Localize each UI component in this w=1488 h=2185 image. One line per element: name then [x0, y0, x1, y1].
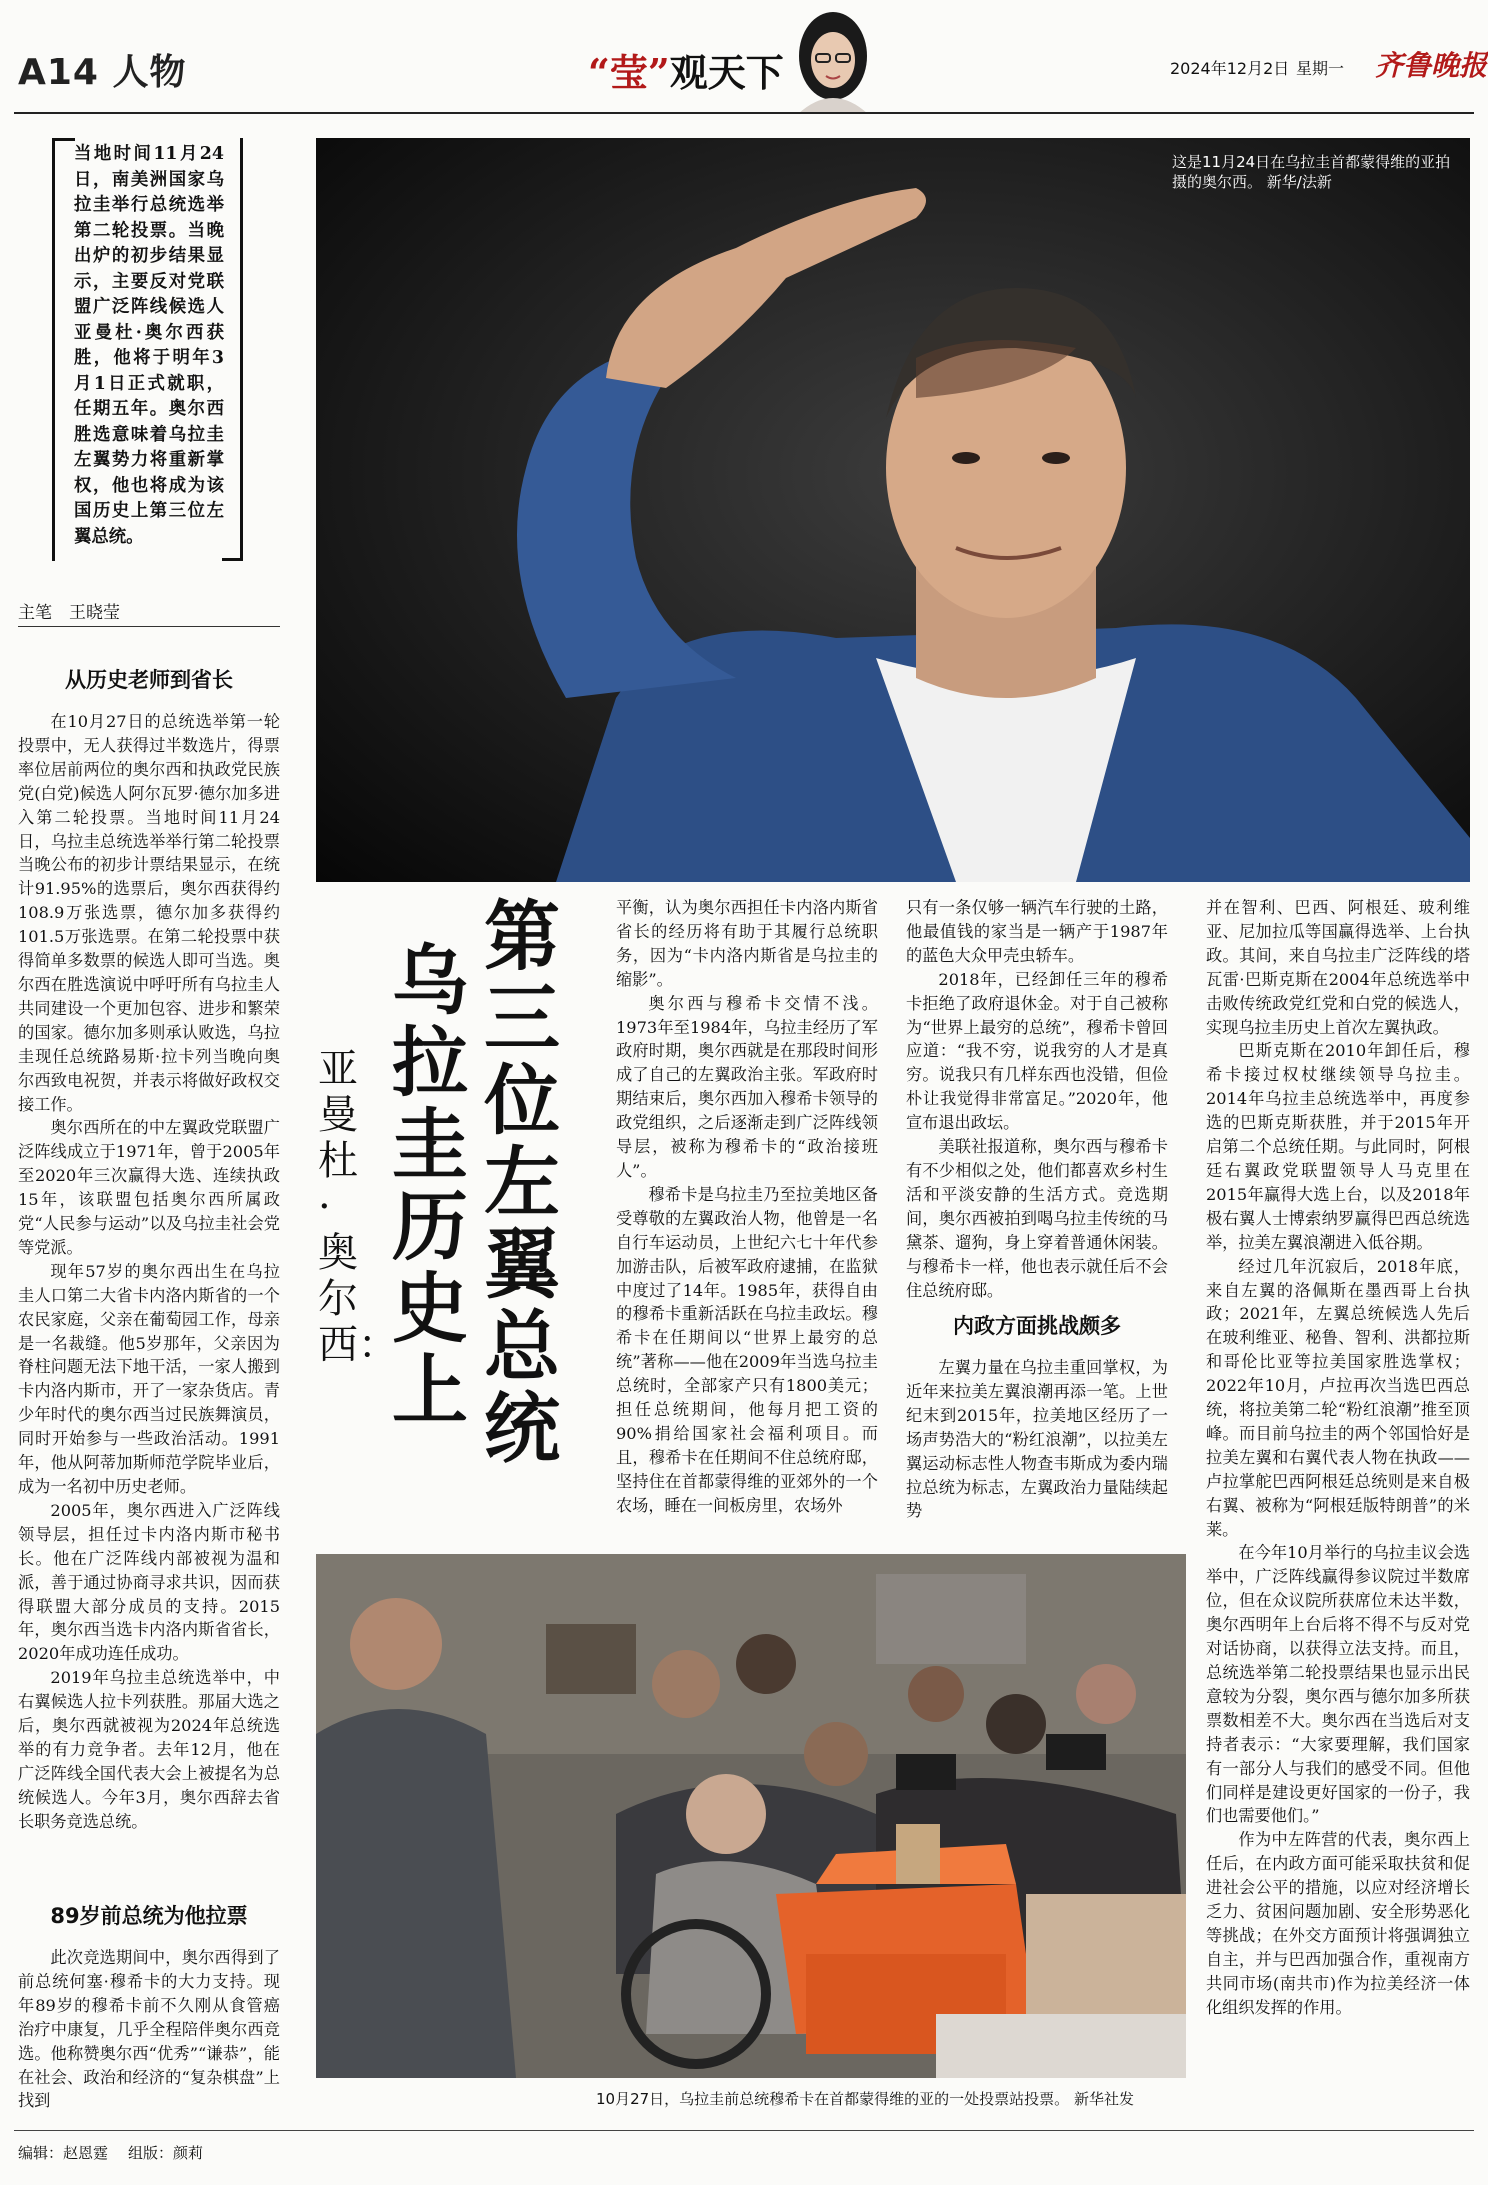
- voting-photo: [316, 1554, 1186, 2078]
- page-label: A14 人物: [18, 52, 187, 93]
- paragraph: 只有一条仅够一辆汽车行驶的土路，他最值钱的家当是一辆产于1987年的蓝色大众甲壳虫轿车。: [906, 898, 1168, 965]
- chief-editor: 主笔 王晓莹: [18, 603, 120, 623]
- section-heading-former-president: 89岁前总统为他拉票: [50, 1904, 248, 1928]
- paragraph: 此次竞选期间中，奥尔西得到了前总统何塞·穆希卡的大力支持。现年89岁的穆希卡前不久刚从食管癌治疗中康复，几乎全程陪伴奥尔西竞选。他称赞奥尔西“优秀”“谦恭”，能在社会、政治和经济的“复杂棋盘”上找到: [18, 1948, 280, 2111]
- paragraph: 在今年10月举行的乌拉圭议会选举中，广泛阵线赢得参议院过半数席位，但在众议院所获席位未达半数，奥尔西明年上台后将不得不与反对党对话协商，以获得立法支持。而且，总统选举第二轮投票结果也显示出民意较为分裂，奥尔西与德尔加多所获票数相差不大。奥尔西在当选后对支持者表示：“大家要理解，我们国家有一部分人与我们的感受不同。但他们同样是建设更好国家的一份子，我们也需要他们。”: [1206, 1543, 1470, 1826]
- paragraph: 经过几年沉寂后，2018年底，来自左翼的洛佩斯在墨西哥上台执政；2021年，左翼总统候选人先后在玻利维亚、秘鲁、智利、洪都拉斯和哥伦比亚等拉美国家胜选掌权；2022年10月，卢拉再次当选巴西总统，将拉美第二轮“粉红浪潮”推至顶峰。而目前乌拉圭的两个邻国恰好是拉美左翼和右翼代表人物在执政——卢拉掌舵巴西阿根廷总统则是来自极右翼、被称为“阿根廷版特朗普”的米莱。: [1206, 1256, 1470, 1539]
- header-divider: [14, 112, 1474, 114]
- section-heading-domestic-challenges: 内政方面挑战颇多: [953, 1314, 1121, 1338]
- article-column-3b: [906, 1356, 1168, 1523]
- paragraph: 奥尔西与穆希卡交情不浅。1973年至1984年，乌拉圭经历了军政府时期，奥尔西就是在那段时间形成了自己的左翼政治主张。军政府时期结束后，奥尔西加入穆希卡领导的政党组织，之后逐渐走到广泛阵线领导层，被称为穆希卡的“政治接班人”。: [616, 993, 878, 1180]
- main-photo: [316, 138, 1470, 882]
- paragraph: 奥尔西所在的中左翼政党联盟广泛阵线成立于1971年，曾于2005年至2020年三次赢得大选、连续执政15年，该联盟包括奥尔西所属政党“人民参与运动”以及乌拉圭社会党等党派。: [18, 1118, 280, 1257]
- chief-editor-divider: [18, 626, 280, 627]
- headline-line-2: 乌拉圭历史上: [392, 936, 468, 1435]
- paragraph: 2019年乌拉圭总统选举中，中右翼候选人拉卡列获胜。那届大选之后，奥尔西就被视为2024年总统选举的有力竞争者。去年12月，他在广泛阵线全国代表大会上被提名为总统候选人。今年3月，奥尔西辞去省长职务竞选总统。: [18, 1668, 280, 1831]
- footer-divider: [14, 2130, 1474, 2131]
- article-column-4: [1206, 896, 1470, 2020]
- intro-bracket-right: [222, 138, 243, 561]
- paragraph: 美联社报道称，奥尔西与穆希卡有不少相似之处，他们都喜欢乡村生活和平淡安静的生活方式。竞选期间，奥尔西被拍到喝乌拉圭传统的马黛茶、遛狗，身上穿着普通休闲装。与穆希卡一样，他也表示就任后不会住总统府邸。: [906, 1137, 1168, 1300]
- intro-text: 当地时间11月24日，南美洲国家乌拉圭举行总统选举第二轮投票。当晚出炉的初步结果显示，主要反对党联盟广泛阵线候选人亚曼杜·奥尔西获胜，他将于明年3月1日正式就职，任期五年。奥尔西胜选意味着乌拉圭左翼势力将重新掌权，他也将成为该国历史上第三位左翼总统。: [74, 144, 224, 547]
- column-title: [588, 42, 784, 97]
- article-column-3a: [906, 896, 1168, 1302]
- column-title-rest: 观天下: [669, 50, 784, 95]
- paragraph: 2018年，已经卸任三年的穆希卡拒绝了政府退休金。对于自己被称为“世界上最穷的总统”，穆希卡曾回应道：“我不穷，说我穷的人才是真穷。说我只有几样东西也没错，但俭朴让我觉得非常富足。”2020年，他宣布退出政坛。: [906, 969, 1168, 1133]
- article-column-2: [616, 896, 878, 1518]
- article-column-1b: [18, 1946, 280, 2113]
- footer-layout: 组版：颜莉: [128, 2144, 204, 2162]
- article-column-1a: [18, 710, 280, 1834]
- column-title-quote: “莹”: [588, 50, 670, 95]
- footer-editor: 编辑：赵恩霆: [18, 2144, 109, 2162]
- section-heading-history-teacher: 从历史老师到省长: [65, 668, 233, 692]
- paragraph: 现年57岁的奥尔西出生在乌拉圭人口第二大省卡内洛内斯省的一个农民家庭，父亲在葡萄园工作，母亲是一名裁缝。他5岁那年，父亲因为脊柱问题无法下地干活，一家人搬到卡内洛内斯市，开了一家杂货店。青少年时代的奥尔西当过民族舞演员，同时开始参与一些政治活动。1991年，他从阿蒂加斯师范学院毕业后，成为一名初中历史老师。: [18, 1261, 280, 1496]
- paragraph: 巴斯克斯在2010年卸任后，穆希卡接过权杖继续领导乌拉圭。2014年乌拉圭总统选举中，再度参选的巴斯克斯获胜，并于2015年开启第二个总统任期。与此同时，阿根廷右翼政党联盟领导人马克里在2015年赢得大选上台，以及2018年极右翼人士博索纳罗赢得巴西总统选举，拉美左翼浪潮进入低谷期。: [1206, 1041, 1470, 1252]
- headline-line-1: 第三位左翼总统: [484, 892, 560, 1473]
- columnist-portrait: [788, 4, 878, 114]
- main-photo-caption: 这是11月24日在乌拉圭首都蒙得维的亚拍摄的奥尔西。 新华/法新: [1172, 153, 1451, 191]
- newspaper-logo: 齐鲁晚报: [1375, 49, 1488, 82]
- header-date: 2024年12月2日: [1170, 59, 1290, 78]
- paragraph: 作为中左阵营的代表，奥尔西上任后，在内政方面可能采取扶贫和促进社会公平的措施，以应对经济增长乏力、贫困问题加剧、安全形势恶化等挑战；在外交方面预计将强调独立自主，并与巴西加强合作，重视南方共同市场(南共市)作为拉美经济一体化组织发挥的作用。: [1206, 1830, 1470, 2017]
- paragraph: 穆希卡是乌拉圭乃至拉美地区备受尊敬的左翼政治人物，他曾是一名自行车运动员，上世纪六七十年代参加游击队，后被军政府逮捕，在监狱中度过了14年。1985年，获得自由的穆希卡重新活跃在乌拉圭政坛。穆希卡在任期间以“世界上最穷的总统”著称——他在2009年当选乌拉圭总统时，全部家产只有1800美元；担任总统期间，他每月把工资的90%捐给国家社会福利项目。而且，穆希卡在任期间不住总统府邸，坚持住在首都蒙得维的亚郊外的一个农场，睡在一间板房里，农场外: [616, 1184, 878, 1515]
- intro-bracket-left: [52, 138, 75, 561]
- paragraph: 平衡，认为奥尔西担任卡内洛内斯省省长的经历将有助于其履行总统职务，因为“卡内洛内斯省是乌拉圭的缩影”。: [616, 898, 878, 989]
- paragraph: 并在智利、巴西、阿根廷、玻利维亚、尼加拉瓜等国赢得选举、上台执政。其间，来自乌拉圭广泛阵线的塔瓦雷·巴斯克斯在2004年总统选举中击败传统政党红党和白党的候选人，实现乌拉圭历史上首次左翼执政。: [1206, 898, 1470, 1037]
- paragraph: 在10月27日的总统选举第一轮投票中，无人获得过半数选片，得票率位居前两位的奥尔西和执政党民族党(白党)候选人阿尔瓦罗·德尔加多进入第二轮投票。当地时间11月24日，乌拉圭总统选举举行第二轮投票当晚公布的初步计票结果显示，在统计91.95%的选票后，奥尔西获得约108.9万张选票，德尔加多获得约101.5万张选票。在第二轮投票中获得简单多数票的候选人即可当选。奥尔西在胜选演说中呼吁所有乌拉圭人共同建设一个更加包容、进步和繁荣的国家。德尔加多则承认败选，乌拉圭现任总统路易斯·拉卡列当晚向奥尔西致电祝贺，并表示将做好政权交接工作。: [18, 712, 280, 1114]
- paragraph: 左翼力量在乌拉圭重回掌权，为近年来拉美左翼浪潮再添一笔。上世纪末到2015年，拉美地区经历了一场声势浩大的“粉红浪潮”，以拉美左翼运动标志性人物查韦斯成为委内瑞拉总统为标志，左翼政治力量陆续起势: [906, 1358, 1168, 1521]
- subheadline: 亚曼杜·奥尔西：: [318, 1046, 398, 1368]
- paragraph: 2005年，奥尔西进入广泛阵线领导层，担任过卡内洛内斯市秘书长。他在广泛阵线内部被视为温和派，善于通过协商寻求共识，因而获得联盟大部分成员的支持。2015年，奥尔西当选卡内洛内斯省省长，2020年成功连任成功。: [18, 1500, 280, 1664]
- header-weekday: 星期一: [1296, 59, 1345, 78]
- voting-photo-caption: 10月27日，乌拉圭前总统穆希卡在首都蒙得维的亚的一处投票站投票。 新华社发: [596, 2090, 1134, 2108]
